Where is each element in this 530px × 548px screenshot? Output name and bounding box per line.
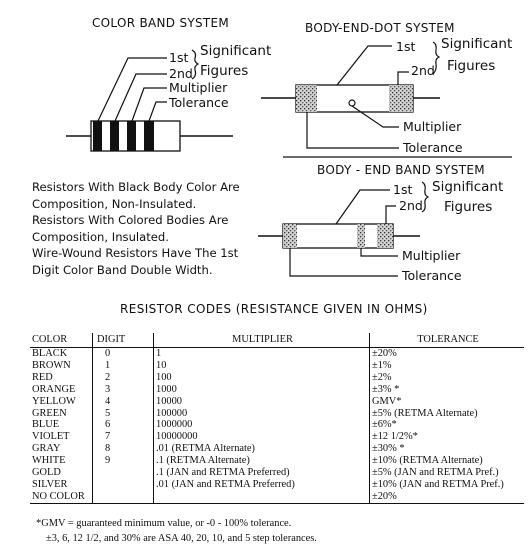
- tolerance-cell: ±20%: [370, 491, 525, 503]
- table-row: [30, 419, 524, 431]
- multiplier-cell: [154, 491, 370, 503]
- tolerance-cell: GMV*: [370, 396, 525, 408]
- digit-cell: 8: [93, 443, 154, 455]
- body-end-dot-title: BODY-END-DOT SYSTEM: [305, 21, 455, 35]
- color-cell: RED: [32, 371, 53, 383]
- table-row: [30, 408, 524, 420]
- table-row: [30, 443, 524, 455]
- digit-cell: 2: [93, 372, 154, 384]
- color-cell: ORANGE: [32, 383, 76, 395]
- color-cell: BLUE: [32, 419, 60, 431]
- multiplier-cell: .01 (RETMA Alternate): [154, 443, 370, 455]
- note-line: Wire-Wound Resistors Have The 1st: [32, 246, 239, 260]
- table-row: [30, 479, 524, 491]
- multiplier-cell: 10000: [154, 396, 370, 408]
- note-line: Composition, Non-Insulated.: [32, 196, 197, 211]
- color-band-second-label: 2nd: [169, 66, 193, 81]
- color-band-figures-label: Figures: [200, 63, 249, 79]
- color-cell: BLACK: [32, 348, 68, 359]
- table-row: [30, 467, 524, 479]
- body-end-band-significant-label: Significant: [432, 179, 504, 195]
- resistor-notes: [32, 179, 240, 278]
- header-color: COLOR: [30, 333, 93, 348]
- band-2: [110, 121, 119, 151]
- tolerance-cell: ±10% (JAN and RETMA Pref.): [370, 479, 525, 491]
- body-end-dot-resistor: [261, 85, 440, 112]
- multiplier-cell: .1 (JAN and RETMA Preferred): [154, 467, 370, 479]
- color-cell: SILVER: [32, 478, 68, 490]
- table-row: [30, 360, 524, 372]
- body-end-dot-tolerance-label: Tolerance: [403, 140, 463, 155]
- table-header-row: [30, 333, 524, 348]
- digit-cell: 1: [93, 360, 154, 372]
- multiplier-cell: 100000: [154, 408, 370, 420]
- table-row: [30, 455, 524, 467]
- end-band-left: [283, 224, 297, 248]
- body-end-dot-second-label: 2nd: [411, 63, 435, 78]
- resistor-codes-table: [30, 333, 524, 504]
- multiplier-cell: 100: [154, 372, 370, 384]
- tolerance-cell: ±10% (RETMA Alternate): [370, 455, 525, 467]
- digit-cell: 5: [93, 408, 154, 420]
- color-cell: WHITE: [32, 455, 66, 467]
- color-cell: GOLD: [32, 467, 61, 479]
- band-1: [93, 121, 102, 151]
- color-band-first-label: 1st: [169, 50, 189, 65]
- end-band-right: [389, 85, 413, 112]
- table-row: [30, 384, 524, 396]
- end-band-left: [296, 85, 317, 112]
- multiplier-cell: 1000000: [154, 419, 370, 431]
- digit-cell: 4: [93, 396, 154, 408]
- body-end-dot-multiplier-label: Multiplier: [403, 119, 462, 134]
- color-band-significant-label: Significant: [200, 43, 272, 59]
- body-end-band-figures-label: Figures: [444, 199, 493, 215]
- color-band-multiplier-label: Multiplier: [169, 80, 228, 95]
- tolerance-cell: ±2%: [370, 372, 525, 384]
- table-row: [30, 431, 524, 443]
- inner-band: [357, 224, 365, 248]
- band-3: [127, 121, 136, 151]
- header-multiplier: MULTIPLIER: [154, 333, 370, 348]
- digit-cell: 6: [93, 419, 154, 431]
- color-band-resistor: [66, 121, 233, 151]
- tolerance-cell: ±5% (JAN and RETMA Pref.): [370, 467, 525, 479]
- tolerance-cell: ±3% *: [370, 384, 525, 396]
- body-end-band-multiplier-label: Multiplier: [402, 248, 461, 263]
- body-end-dot-first-label: 1st: [396, 39, 416, 54]
- note-line: Composition, Insulated.: [32, 229, 169, 244]
- tolerance-cell: ±20%: [370, 348, 525, 360]
- color-cell: NO COLOR: [30, 491, 93, 503]
- note-line: Digit Color Band Double Width.: [32, 262, 213, 277]
- resistor-codes-title: RESISTOR CODES (RESISTANCE GIVEN IN OHMS): [120, 302, 428, 316]
- footnote-gmv: *GMV = guaranteed minimum value, or -0 - 100% tolerance.: [36, 518, 292, 529]
- color-band-tolerance-label: Tolerance: [169, 95, 229, 110]
- color-cell: GRAY: [32, 443, 61, 455]
- digit-cell: [93, 479, 154, 491]
- tolerance-cell: ±1%: [370, 360, 525, 372]
- multiplier-cell: 10: [154, 360, 370, 372]
- multiplier-cell: 10000000: [154, 431, 370, 443]
- color-cell: BROWN: [32, 359, 71, 371]
- tolerance-cell: ±5% (RETMA Alternate): [370, 408, 525, 420]
- color-cell: YELLOW: [32, 395, 76, 407]
- body-end-band-resistor: [258, 224, 420, 248]
- color-band-title: COLOR BAND SYSTEM: [92, 16, 230, 30]
- digit-cell: 3: [93, 384, 154, 396]
- body-end-dot-significant-label: Significant: [441, 36, 513, 52]
- tolerance-cell: ±30% *: [370, 443, 525, 455]
- body-end-band-first-label: 1st: [393, 182, 413, 197]
- end-band-right: [377, 224, 393, 248]
- multiplier-cell: 1: [154, 348, 370, 360]
- body-end-band-title: BODY - END BAND SYSTEM: [317, 163, 485, 177]
- multiplier-cell: .1 (RETMA Alternate): [154, 455, 370, 467]
- table-row: [30, 396, 524, 408]
- band-4: [144, 121, 154, 151]
- table-row: [30, 372, 524, 384]
- digit-cell: 0: [93, 348, 154, 360]
- digit-cell: 7: [93, 431, 154, 443]
- color-cell: VIOLET: [32, 431, 70, 443]
- color-cell: GREEN: [32, 407, 67, 419]
- header-digit: DIGIT: [93, 333, 154, 348]
- note-line: Resistors With Colored Bodies Are: [32, 213, 229, 227]
- multiplier-cell: 1000: [154, 384, 370, 396]
- body-end-dot-figures-label: Figures: [447, 58, 496, 74]
- digit-cell: [93, 491, 154, 503]
- body-end-band-second-label: 2nd: [399, 198, 423, 213]
- table-body: [30, 348, 524, 504]
- footnote-asa: ±3, 6, 12 1/2, and 30% are ASA 40, 20, 10, and 5 step tolerances.: [46, 533, 317, 544]
- digit-cell: [93, 467, 154, 479]
- multiplier-cell: .01 (JAN and RETMA Preferred): [154, 479, 370, 491]
- table-row: [30, 348, 524, 360]
- note-line: Resistors With Black Body Color Are: [32, 180, 240, 194]
- tolerance-cell: ±12 1/2%*: [370, 431, 525, 443]
- body-end-band-tolerance-label: Tolerance: [402, 268, 462, 283]
- table-row: [30, 491, 524, 503]
- tolerance-cell: ±6%*: [370, 419, 525, 431]
- body-dot: [349, 100, 355, 106]
- digit-cell: 9: [93, 455, 154, 467]
- header-tolerance: TOLERANCE: [370, 333, 525, 348]
